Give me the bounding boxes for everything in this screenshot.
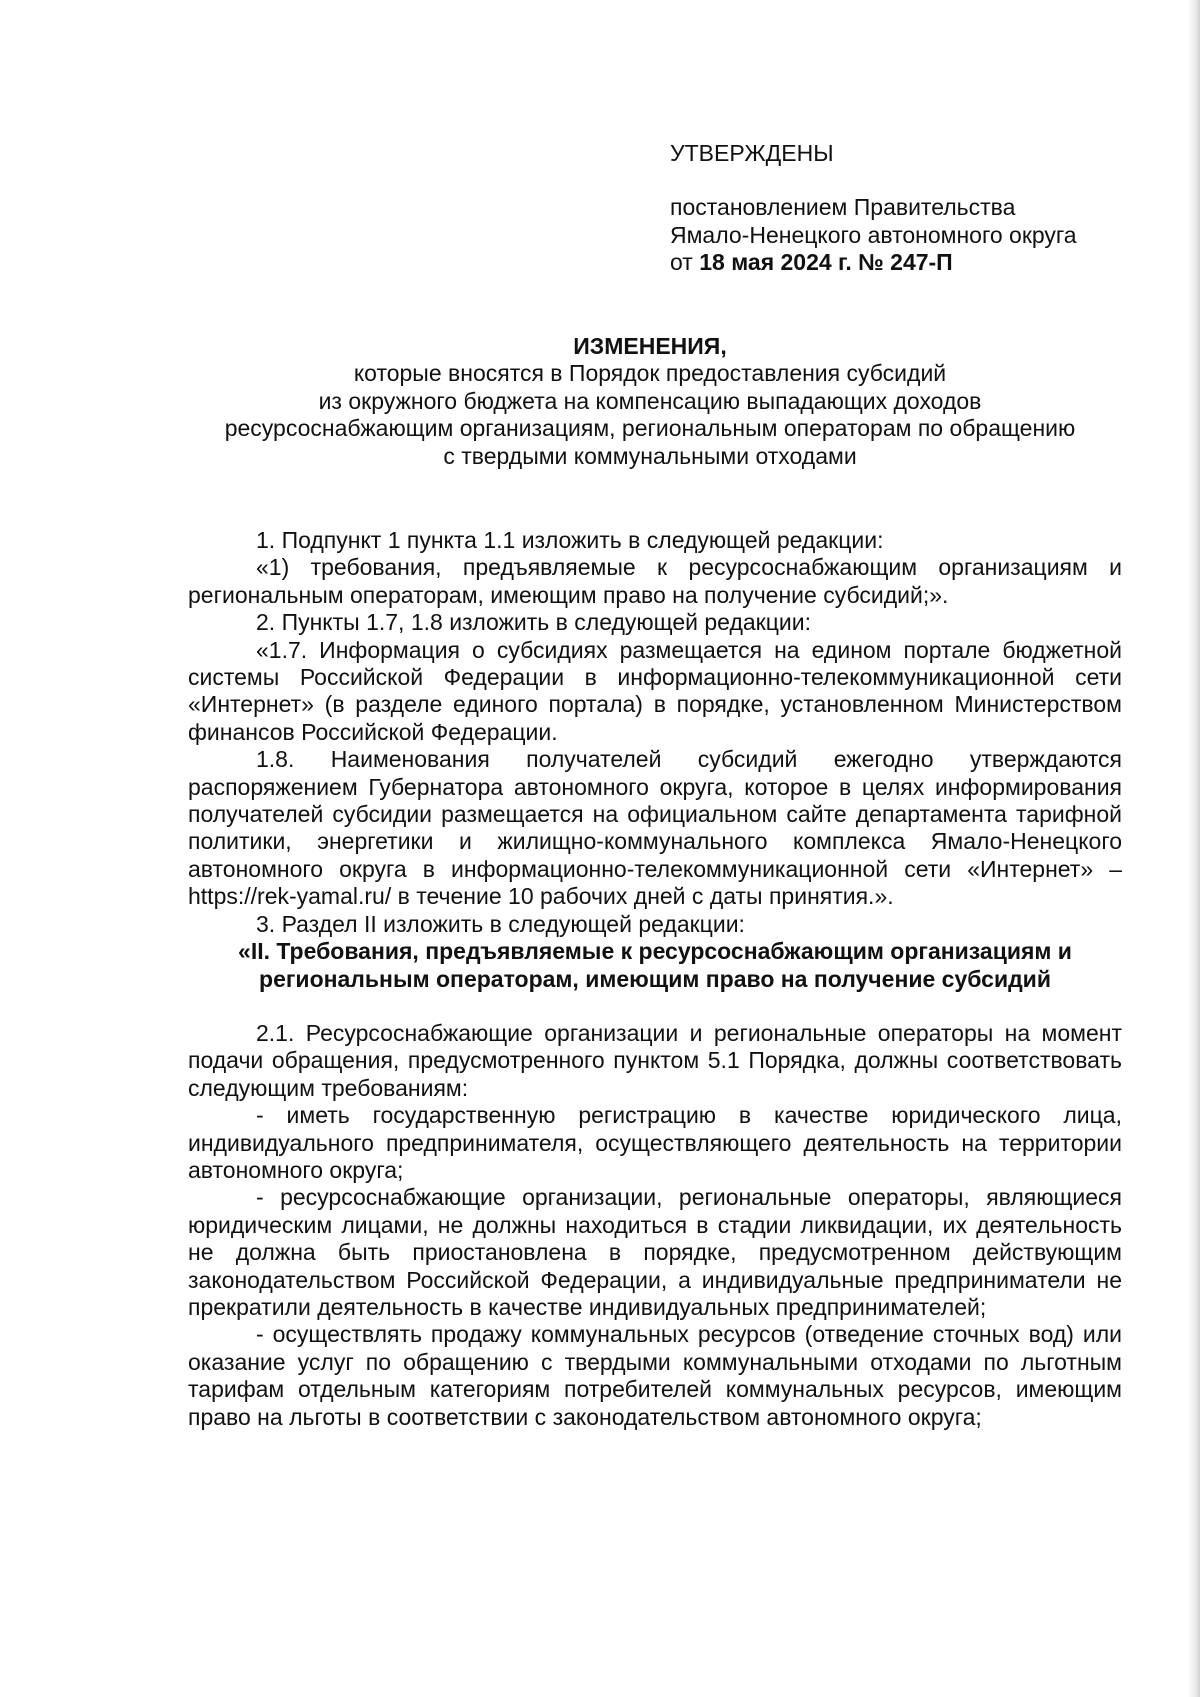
heading-subtitle-1: которые вносятся в Порядок предоставления субсидий [353,360,947,387]
heading-title: ИЗМЕНЕНИЯ, [573,333,727,359]
paragraph-7: 2.1. Ресурсоснабжающие организации и региональные операторы на момент подачи обращения, предусмотренного пунктом 5.1 Порядка, должны соответствовать следующим требованиям: [188,1019,1122,1101]
approval-date-line [670,249,1150,276]
paragraph-10: - осуществлять продажу коммунальных ресурсов (отведение сточных вод) или оказание услуг по обращению с твердыми коммунальными отходами по льготным тарифам отдельным категориям потребителей коммунальных ресурсов, имеющим право на льготы в соответствии с законодательством автономного округа; [188,1321,1122,1430]
approval-date-prefix: от [670,249,693,276]
paragraph-3: 2. Пункты 1.7, 1.8 изложить в следующей редакции: [256,609,811,636]
page-edge-shadow [1188,0,1200,1697]
approval-line-1: постановлением Правительства [670,194,1016,221]
heading-subtitle-4: с твердыми коммунальными отходами [443,442,857,469]
paragraph-8: - иметь государственную регистрацию в качестве юридического лица, индивидуального предпринимателя, осуществляющего деятельность на территории автономного округа; [188,1102,1122,1183]
paragraph-9: - ресурсоснабжающие организации, региональные операторы, являющиеся юридическим лицами, не должны находиться в стадии ликвидации, их деятельность не должна быть приостановлена в порядке, предусмотренном действующим законодательством Российской Федерации, а индивидуальные предприниматели не прекратили деятельность в качестве индивидуальных предпринимателей; [188,1184,1122,1320]
paragraph-5: 1.8. Наименования получателей субсидий ежегодно утверждаются распоряжением Губернатора автономного округа, которое в целях информирования получателей субсидии размещается на официальном сайте департамента тарифной политики, энергетики и жилищно-коммунального комплекса Ямало-Ненецкого автономного округа в информационно-телекоммуникационной сети «Интернет» – https://rek-yamal.ru/ в течение 10 рабочих дней с даты принятия.». [188,746,1122,910]
approval-line-2: Ямало-Ненецкого автономного округа [670,221,1077,248]
paragraph-4: «1.7. Информация о субсидиях размещается на едином портале бюджетной системы Российской Федерации в информационно-телекоммуникационной сети «Интернет» (в разделе единого портала) в порядке, установленном Министерством финансов Российской Федерации. [188,636,1122,745]
heading-subtitle-2: из окружного бюджета на компенсацию выпадающих доходов [318,387,982,414]
heading-subtitle-3: ресурсоснабжающим организациям, региональным операторам по обращению [224,415,1076,442]
paragraph-6: 3. Раздел II изложить в следующей редакции: [256,910,745,937]
approval-stamp: УТВЕРЖДЕНЫ [670,140,834,166]
document-heading [180,333,1120,470]
section-title: «II. Требования, предъявляемые к ресурсоснабжающим организациям и региональным операторам, имеющим право на получение субсидий [238,938,1072,992]
document-body [188,527,1122,1431]
paragraph-1: 1. Подпункт 1 пункта 1.1 изложить в следующей редакции: [256,527,884,553]
approval-date-value: 18 мая 2024 г. № 247-П [699,249,953,276]
paragraph-2: «1) требования, предъявляемые к ресурсоснабжающим организациям и региональным операторам, имеющим право на получение субсидий;». [188,554,1122,608]
approval-block [670,140,1150,277]
